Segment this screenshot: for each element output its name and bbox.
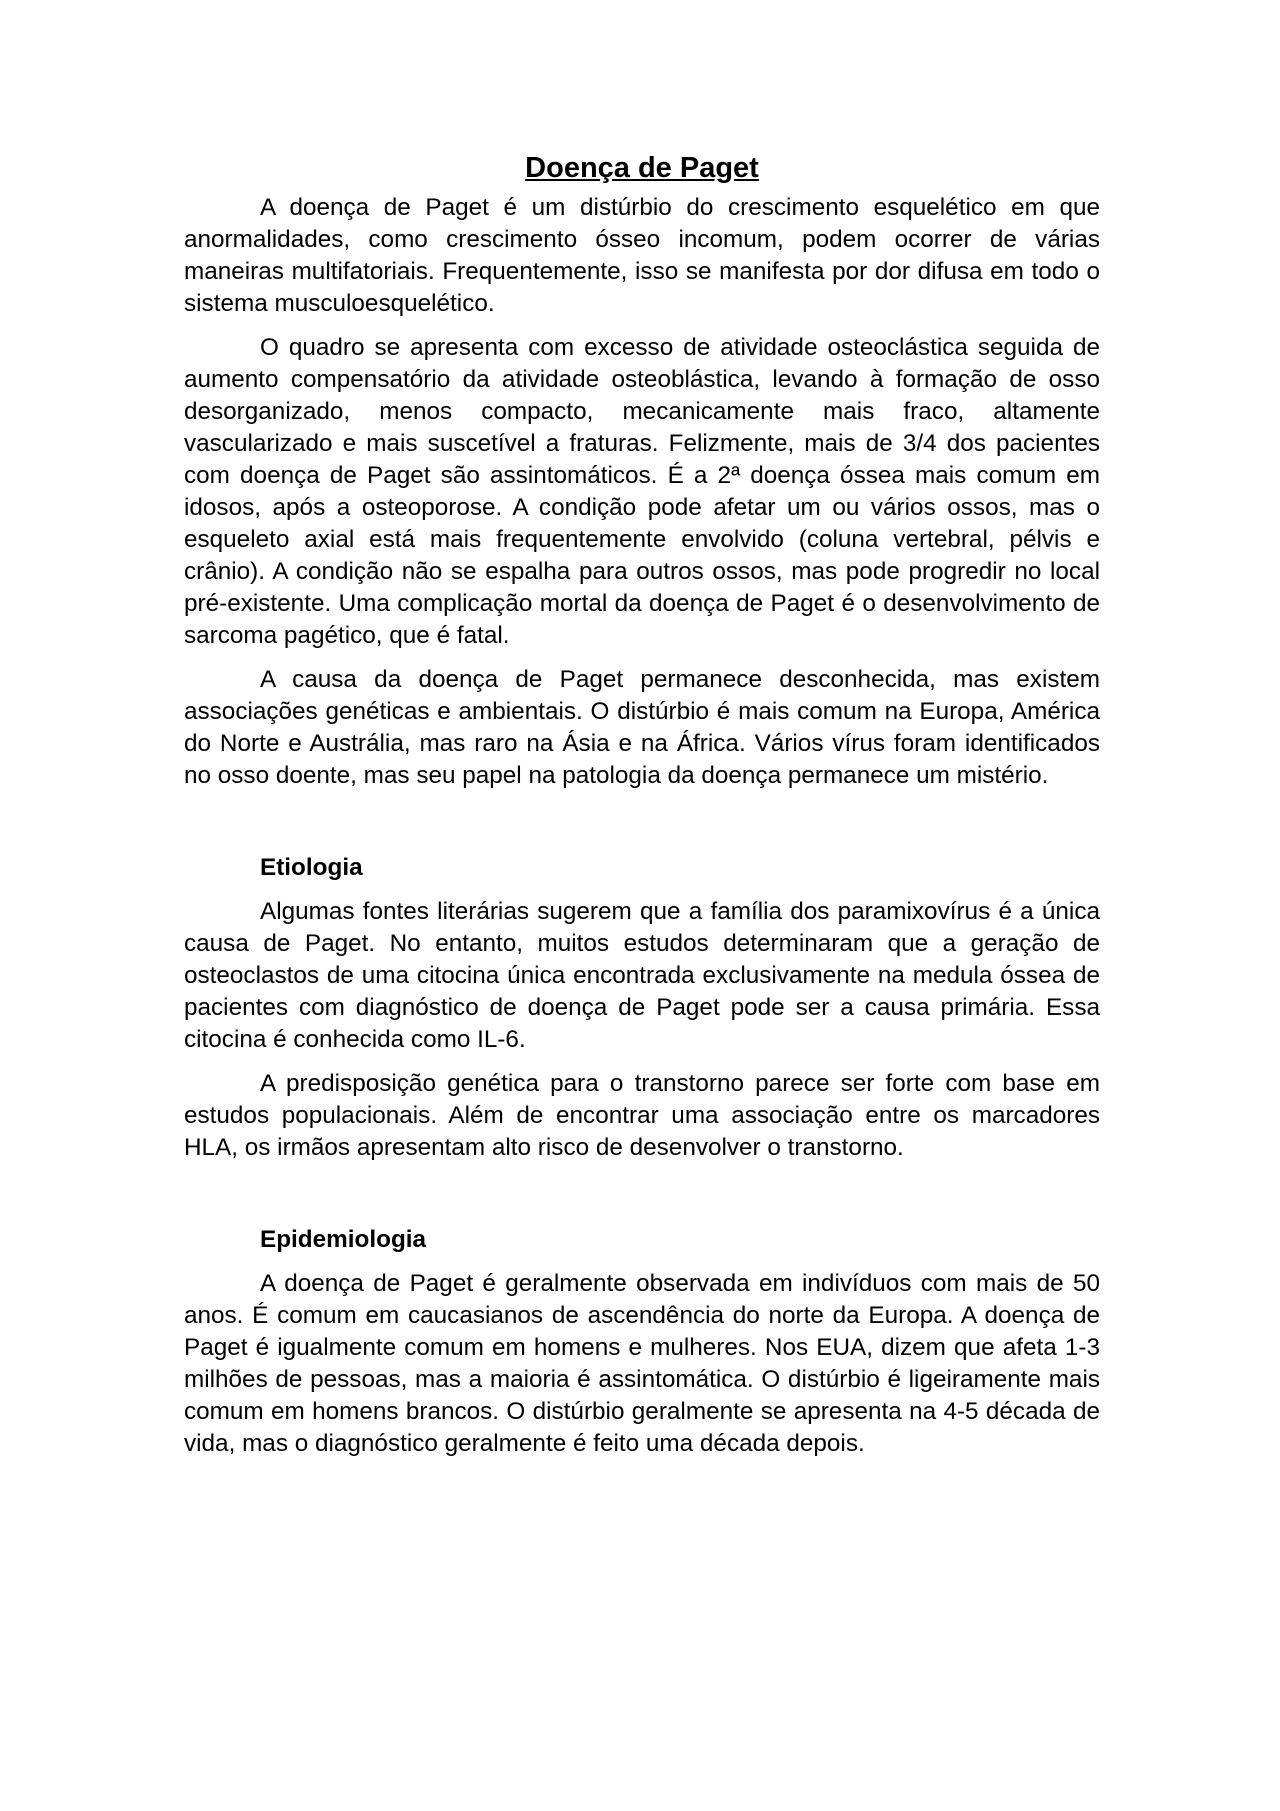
etiologia-paragraph-1: Algumas fontes literárias sugerem que a família dos paramixovírus é a única causa de Paget. No entanto, muitos estudos determinaram que a geração de osteoclastos de uma citocina única encontrada exclusivamente na medula óssea de pacientes com diagnóstico de doença de Paget pode ser a causa primária. Essa citocina é conhecida como IL-6. [184,898,1100,1053]
section-epidemiologia [184,1224,1100,1460]
intro-paragraph-3: A causa da doença de Paget permanece desconhecida, mas existem associações genéticas e ambientais. O distúrbio é mais comum na Europa, América do Norte e Austrália, mas raro na Ásia e na África. Vários vírus foram identificados no osso doente, mas seu papel na patologia da doença permanece um mistério. [184,666,1100,789]
epidemiologia-paragraph-1: A doença de Paget é geralmente observada em indivíduos com mais de 50 anos. É comum em caucasianos de ascendência do norte da Europa. A doença de Paget é igualmente comum em homens e mulheres. Nos EUA, dizem que afeta 1-3 milhões de pessoas, mas a maioria é assintomática. O distúrbio é ligeiramente mais comum em homens brancos. O distúrbio geralmente se apresenta na 4-5 década de vida, mas o diagnóstico geralmente é feito uma década depois. [184,1270,1100,1457]
section-heading-epidemiologia: Epidemiologia [260,1226,427,1253]
document-body [184,148,1100,1472]
intro-paragraph-2: O quadro se apresenta com excesso de atividade osteoclástica seguida de aumento compensatório da atividade osteoblástica, levando à formação de osso desorganizado, menos compacto, mecanicamente mais fraco, altamente vascularizado e mais suscetível a fraturas. Felizmente, mais de 3/4 dos pacientes com doença de Paget são assintomáticos. É a 2ª doença óssea mais comum em idosos, após a osteoporose. A condição pode afetar um ou vários ossos, mas o esqueleto axial está mais frequentemente envolvido (coluna vertebral, pélvis e crânio). A condição não se espalha para outros ossos, mas pode progredir no local pré-existente. Uma complicação mortal da doença de Paget é o desenvolvimento de sarcoma pagético, que é fatal. [184,334,1100,649]
document-title: Doença de Paget [525,152,759,184]
intro-paragraph-1: A doença de Paget é um distúrbio do crescimento esquelético em que anormalidades, como crescimento ósseo incomum, podem ocorrer de várias maneiras multifatoriais. Frequentemente, isso se manifesta por dor difusa em todo o sistema musculoesquelético. [184,194,1100,317]
section-heading-etiologia: Etiologia [260,854,363,881]
etiologia-paragraph-2: A predisposição genética para o transtorno parece ser forte com base em estudos populacionais. Além de encontrar uma associação entre os marcadores HLA, os irmãos apresentam alto risco de desenvolver o transtorno. [184,1070,1100,1161]
section-etiologia [184,852,1100,1164]
